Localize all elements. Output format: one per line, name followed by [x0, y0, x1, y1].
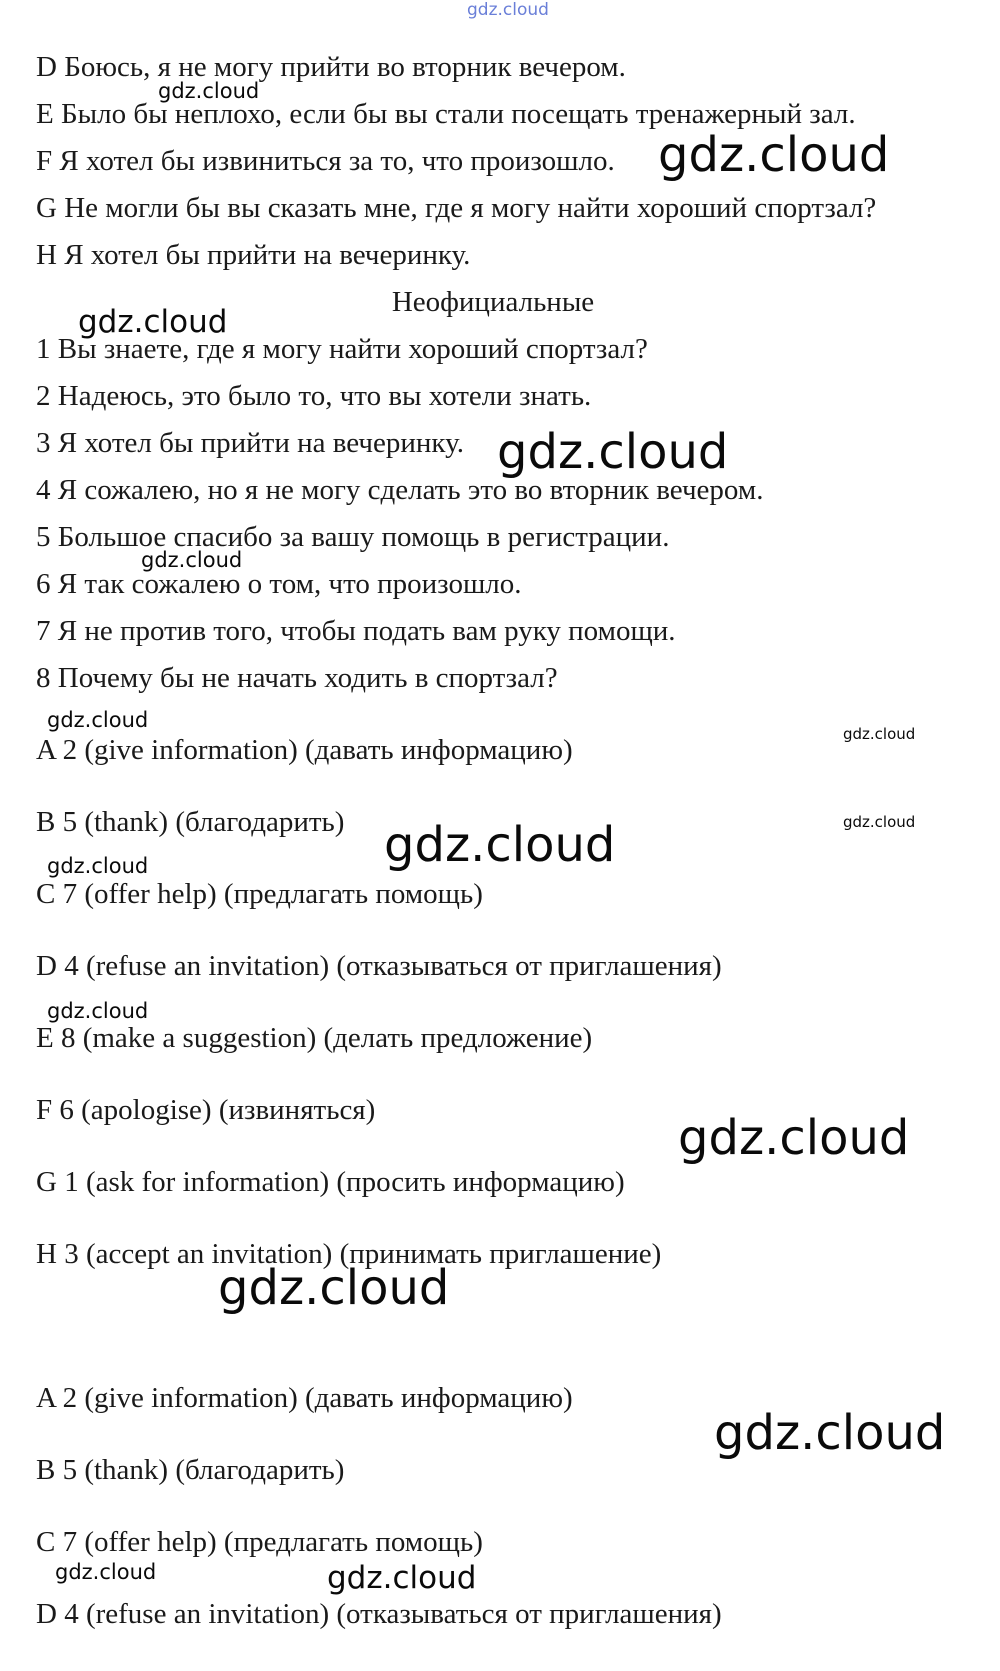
informal-line-1: 1 Вы знаете, где я могу найти хороший спортзал? — [36, 333, 648, 365]
informal-line-4: 4 Я сожалею, но я не могу сделать это во вторник вечером. — [36, 474, 764, 506]
watermark-top: gdz.cloud — [467, 0, 549, 20]
formal-line-h: H Я хотел бы прийти на вечеринку. — [36, 239, 471, 271]
answer-repeat-line-a: A 2 (give information) (давать информацию) — [36, 1382, 573, 1414]
answer-line-f: F 6 (apologise) (извиняться) — [36, 1094, 376, 1126]
watermark: gdz.cloud — [47, 854, 149, 878]
answer-line-a: A 2 (give information) (давать информацию) — [36, 734, 573, 766]
formal-line-f: F Я хотел бы извиниться за то, что произошло. — [36, 145, 615, 177]
watermark: gdz.cloud — [843, 725, 916, 743]
watermark: gdz.cloud — [141, 548, 243, 572]
answer-line-b: B 5 (thank) (благодарить) — [36, 806, 345, 838]
formal-line-d: D Боюсь, я не могу прийти во вторник вечером. — [36, 51, 626, 83]
informal-line-2: 2 Надеюсь, это было то, что вы хотели знать. — [36, 380, 592, 412]
informal-line-6: 6 Я так сожалею о том, что произошло. — [36, 568, 522, 600]
watermark: gdz.cloud — [384, 817, 616, 873]
watermark: gdz.cloud — [47, 999, 149, 1023]
watermark: gdz.cloud — [158, 79, 260, 103]
formal-line-g: G Не могли бы вы сказать мне, где я могу найти хороший спортзал? — [36, 192, 877, 224]
answer-line-g: G 1 (ask for information) (просить информацию) — [36, 1166, 625, 1198]
watermark: gdz.cloud — [78, 304, 228, 340]
watermark: gdz.cloud — [55, 1560, 157, 1584]
informal-heading: Неофициальные — [391, 286, 595, 318]
answer-repeat-line-d: D 4 (refuse an invitation) (отказываться от приглашения) — [36, 1598, 722, 1630]
answer-repeat-line-c: C 7 (offer help) (предлагать помощь) — [36, 1526, 483, 1558]
answer-line-c: C 7 (offer help) (предлагать помощь) — [36, 878, 483, 910]
watermark: gdz.cloud — [843, 813, 916, 831]
formal-line-e: E Было бы неплохо, если бы вы стали посещать тренажерный зал. — [36, 98, 856, 130]
answer-line-d: D 4 (refuse an invitation) (отказываться от приглашения) — [36, 950, 722, 982]
watermark: gdz.cloud — [218, 1260, 450, 1316]
informal-line-8: 8 Почему бы не начать ходить в спортзал? — [36, 662, 558, 694]
watermark: gdz.cloud — [327, 1560, 477, 1596]
answer-repeat-line-b: B 5 (thank) (благодарить) — [36, 1454, 345, 1486]
informal-line-5: 5 Большое спасибо за вашу помощь в регистрации. — [36, 521, 670, 553]
watermark: gdz.cloud — [47, 708, 149, 732]
watermark: gdz.cloud — [714, 1405, 946, 1461]
informal-line-7: 7 Я не против того, чтобы подать вам руку помощи. — [36, 615, 676, 647]
answer-line-e: E 8 (make a suggestion) (делать предложение) — [36, 1022, 593, 1054]
watermark: gdz.cloud — [678, 1110, 910, 1166]
watermark: gdz.cloud — [497, 424, 729, 480]
informal-line-3: 3 Я хотел бы прийти на вечеринку. — [36, 427, 464, 459]
watermark: gdz.cloud — [658, 127, 890, 183]
answer-line-h: H 3 (accept an invitation) (принимать приглашение) — [36, 1238, 662, 1270]
